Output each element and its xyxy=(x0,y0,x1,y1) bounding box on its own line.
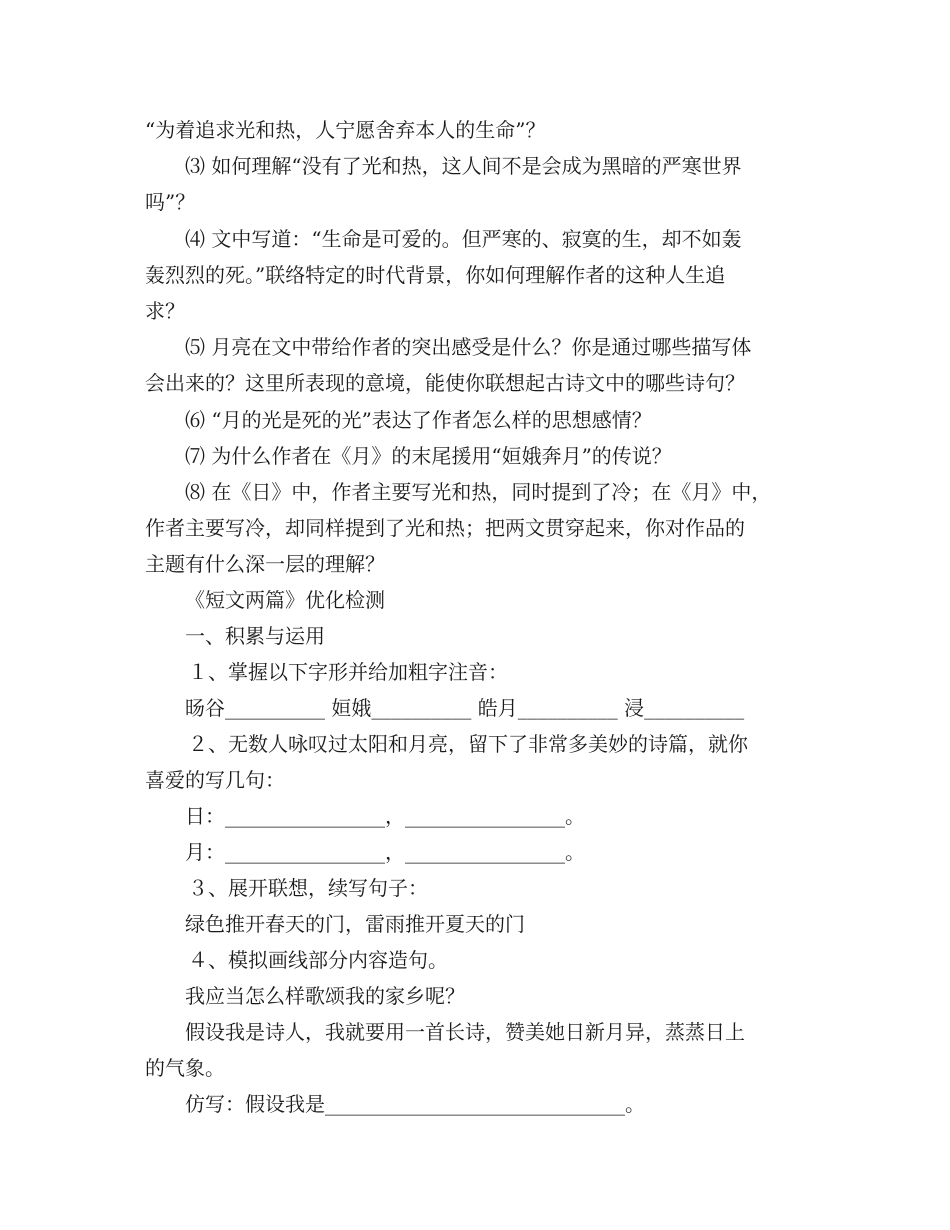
question-8-line-1: ⑻ 在《日》中，作者主要写光和热，同时提到了冷；在《月》中， xyxy=(185,480,772,504)
text-line: “为着追求光和热，人宁愿舍弃本人的生命”？ xyxy=(145,118,546,142)
question-3-line-2: 吗”？ xyxy=(145,190,196,214)
item-1: １、掌握以下字形并给加粗字注音： xyxy=(188,660,508,684)
question-6: ⑹ “月的光是死的光”表达了作者怎么样的思想感情？ xyxy=(185,408,652,432)
item-2-moon-blanks: 月：________________，________________。 xyxy=(185,840,585,864)
item-4: ４、模拟画线部分内容造句。 xyxy=(188,948,448,972)
question-3-line-1: ⑶ 如何理解“没有了光和热，这人间不是会成为黑暗的严寒世界 xyxy=(185,154,742,178)
item-4-example-line-1: 假设我是诗人，我就要用一首长诗，赞美她日新月异，蒸蒸日上 xyxy=(185,1020,745,1044)
section-title: 《短文两篇》优化检测 xyxy=(185,588,385,612)
question-5-line-1: ⑸ 月亮在文中带给作者的突出感受是什么？你是通过哪些描写体 xyxy=(185,335,752,359)
item-4-example-line-2: 的气象。 xyxy=(145,1056,225,1080)
question-4-line-1: ⑷ 文中写道：“生命是可爱的。但严寒的、寂寞的生，却不如轰 xyxy=(185,227,742,251)
item-2-line-1: ２、无数人咏叹过太阳和月亮，留下了非常多美妙的诗篇，就你 xyxy=(188,732,748,756)
item-2-sun-blanks: 日：________________，________________。 xyxy=(185,804,585,828)
question-8-line-2: 作者主要写冷，却同样提到了光和热；把两文贯穿起来，你对作品的 xyxy=(145,516,745,540)
question-4-line-2: 轰烈烈的死。”联络特定的时代背景，你如何理解作者的这种人生追 xyxy=(145,263,726,287)
question-4-line-3: 求？ xyxy=(145,299,185,323)
item-4-question: 我应当怎么样歌颂我的家乡呢？ xyxy=(185,984,465,1008)
item-2-line-2: 喜爱的写几句： xyxy=(145,768,285,792)
section-heading: 一、积累与运用 xyxy=(185,624,325,648)
item-3: ３、展开联想，续写句子： xyxy=(188,876,428,900)
question-7: ⑺ 为什么作者在《月》的末尾援用“姮娥奔月”的传说？ xyxy=(185,444,672,468)
item-3-sentence: 绿色推开春天的门，雷雨推开夏天的门 xyxy=(185,912,525,936)
item-1-blanks: 旸谷__________ 姮娥__________ 皓月__________ 浸__________ xyxy=(185,696,745,720)
question-8-line-3: 主题有什么深一层的理解？ xyxy=(145,552,385,576)
item-4-imitation: 仿写：假设我是______________________________。 xyxy=(185,1092,645,1116)
question-5-line-2: 会出来的？这里所表现的意境，能使你联想起古诗文中的哪些诗句？ xyxy=(145,371,745,395)
